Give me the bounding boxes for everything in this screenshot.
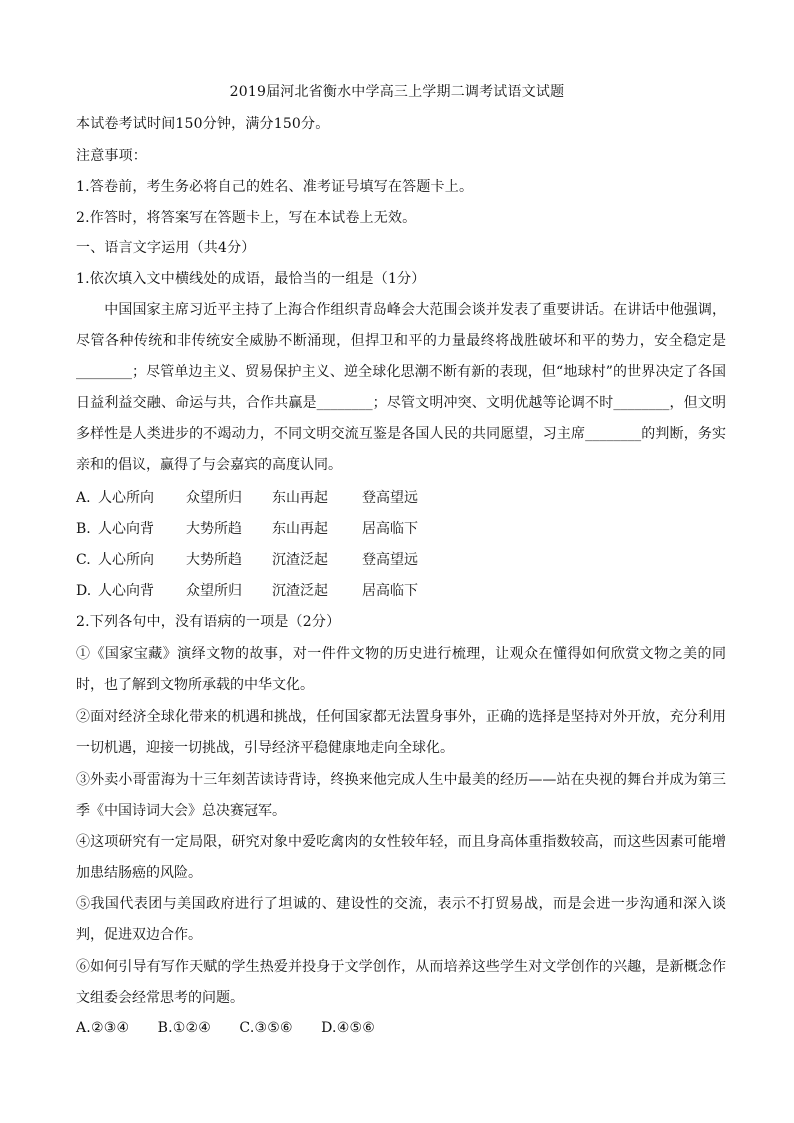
notice-item: 1.答卷前，考生务必将自己的姓名、准考证号填写在答题卡上。 bbox=[76, 179, 474, 195]
question-2-sentence-2: ②面对经济全球化带来的机遇和挑战，任何国家都无法置身事外，正确的选择是坚持对外开放，充分利用一切机遇，迎接一切挑战，引导经济平稳健康地走向全球化。 bbox=[76, 709, 726, 756]
option-idiom: 大势所趋 bbox=[186, 552, 242, 568]
option-idiom: 居高临下 bbox=[362, 583, 418, 599]
option-idiom: 人心向背 bbox=[98, 583, 154, 599]
question-1-option-c bbox=[76, 550, 418, 570]
option-idiom: 东山再起 bbox=[272, 521, 328, 537]
option-idiom: 人心所向 bbox=[98, 552, 154, 568]
question-1-option-d bbox=[76, 581, 418, 601]
option-idiom: 东山再起 bbox=[272, 490, 328, 506]
option-idiom: 沉渣泛起 bbox=[272, 583, 328, 599]
page-title: 2019届河北省衡水中学高三上学期二调考试语文试题 bbox=[229, 84, 565, 100]
option-idiom: 登高望远 bbox=[362, 552, 418, 568]
notice-heading: 注意事项： bbox=[76, 148, 147, 164]
section-heading: 一、语言文字运用（共4分） bbox=[76, 240, 256, 256]
option-idiom: 众望所归 bbox=[186, 583, 242, 599]
option-idiom: 沉渣泛起 bbox=[272, 552, 328, 568]
option-idiom: 大势所趋 bbox=[186, 521, 242, 537]
option-idiom: 登高望远 bbox=[362, 490, 418, 506]
notice-item: 2.作答时，将答案写在答题卡上，写在本试卷上无效。 bbox=[76, 210, 417, 226]
option-label: C. bbox=[76, 552, 91, 568]
question-1-option-a bbox=[76, 488, 418, 508]
option-label: B. bbox=[76, 521, 91, 537]
question-2-sentence-1: ①《国家宝藏》演绎文物的故事，对一件件文物的历史进行梳理，让观众在懂得如何欣赏文物之美的同时，也了解到文物所承载的中华文化。 bbox=[76, 646, 726, 693]
question-2-stem: 2.下列各句中，没有语病的一项是（2分） bbox=[76, 614, 341, 630]
question-2-options: A.②③④ B.①②④ C.③⑤⑥ D.④⑤⑥ bbox=[76, 1020, 375, 1036]
option-idiom: 人心向背 bbox=[98, 521, 154, 537]
option-label: D. bbox=[76, 583, 92, 599]
option-idiom: 居高临下 bbox=[362, 521, 418, 537]
question-2-sentence-5: ⑤我国代表团与美国政府进行了坦诚的、建设性的交流，表示不打贸易战，而是会进一步沟通和深入谈判，促进双边合作。 bbox=[76, 896, 726, 943]
question-2-sentence-4: ④这项研究有一定局限，研究对象中爱吃禽肉的女性较年轻，而且身高体重指数较高，而这些因素可能增加患结肠癌的风险。 bbox=[76, 834, 726, 881]
question-1-option-b bbox=[76, 519, 418, 539]
option-idiom: 众望所归 bbox=[186, 490, 242, 506]
question-1-stem: 1.依次填入文中横线处的成语，最恰当的一组是（1分） bbox=[76, 271, 426, 287]
exam-intro: 本试卷考试时间150分钟，满分150分。 bbox=[76, 116, 330, 132]
question-2-sentence-6: ⑥如何引导有写作天赋的学生热爱并投身于文学创作，从而培养这些学生对文学创作的兴趣，是新概念作文组委会经常思考的问题。 bbox=[76, 959, 726, 1006]
question-2-sentence-3: ③外卖小哥雷海为十三年刻苦读诗背诗，终换来他完成人生中最美的经历——站在央视的舞台并成为第三季《中国诗词大会》总决赛冠军。 bbox=[76, 772, 726, 819]
question-1-passage: 中国国家主席习近平主持了上海合作组织青岛峰会大范围会谈并发表了重要讲话。在讲话中他强调，尽管各种传统和非传统安全威胁不断涌现，但捍卫和平的力量最终将战胜破坏和平的势力，安全稳定是________；尽管单边主义、贸易保护主义、逆全球化思潮不断有新的表现，但“地球村”的世界决定了各国日益利益交融、命运与共，合作共赢是________；尽管文明冲突、文明优越等论调不时________，但文明多样性是人类进步的不竭动力，不同文明交流互鉴是各国人民的共同愿望，习主席________的判断，务实亲和的倡议，赢得了与会嘉宾的高度认同。 bbox=[76, 302, 726, 473]
option-label: A. bbox=[76, 490, 91, 506]
option-idiom: 人心所向 bbox=[98, 490, 154, 506]
